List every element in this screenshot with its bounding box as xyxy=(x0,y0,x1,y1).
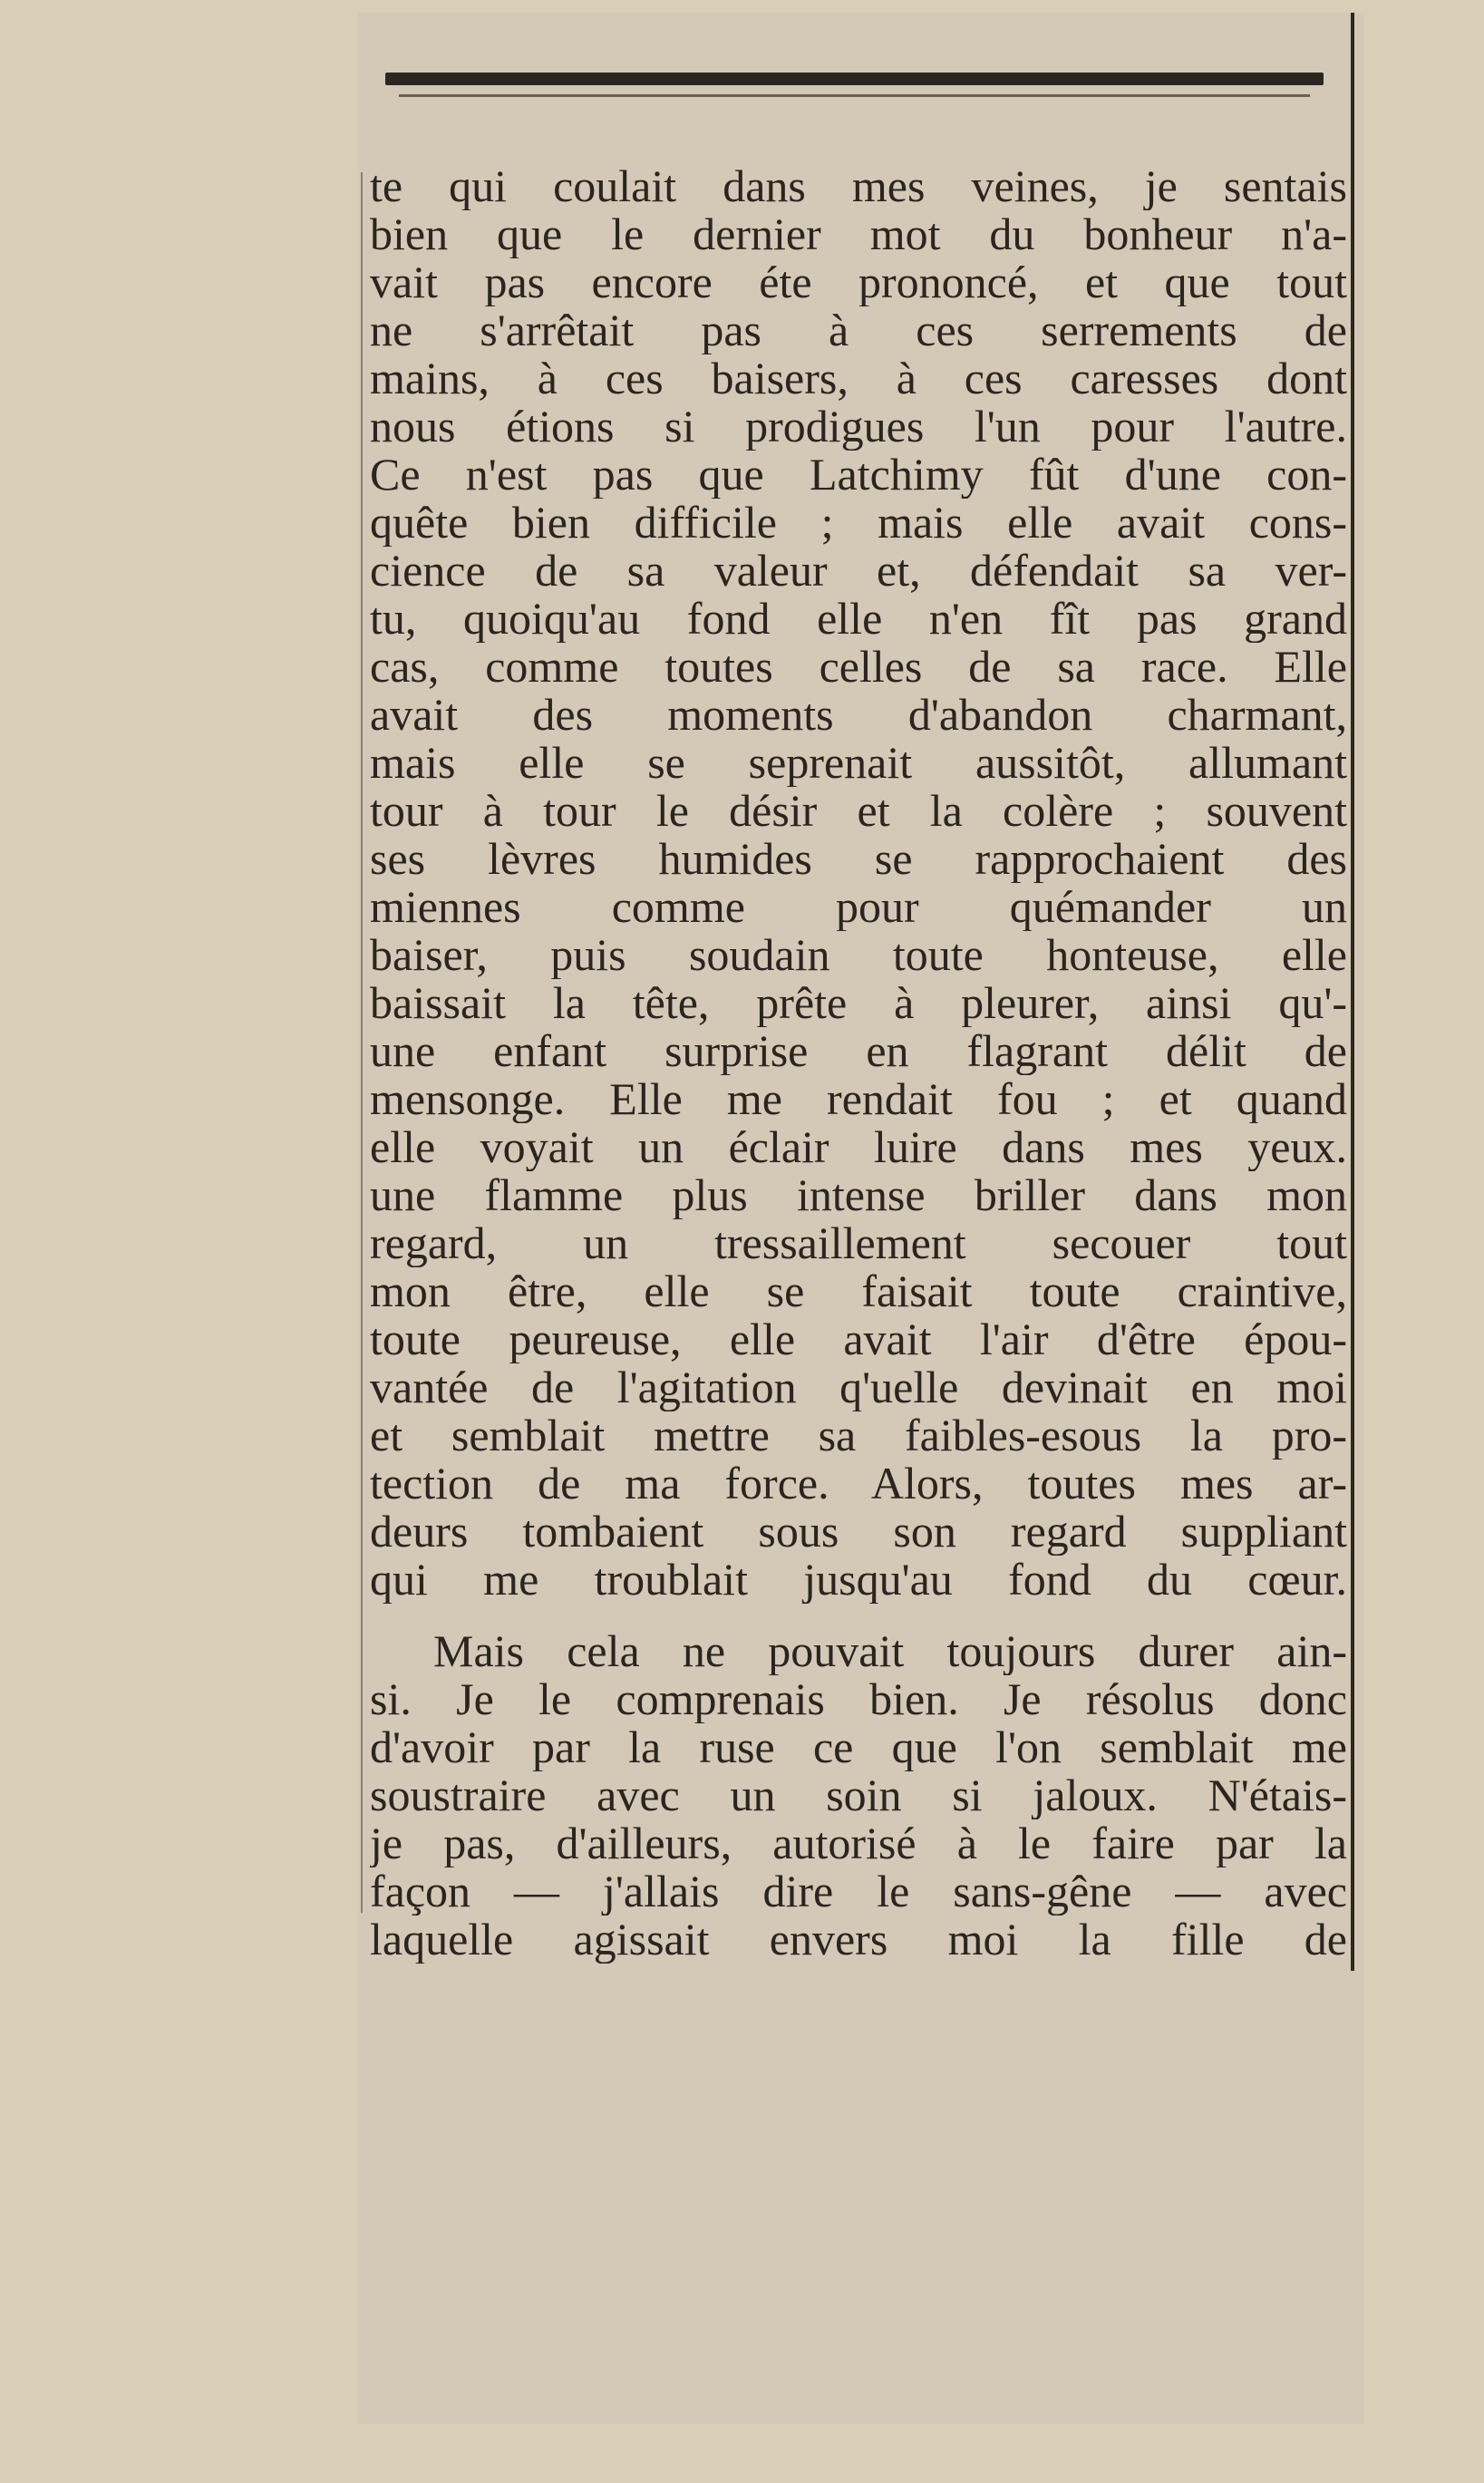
paragraph-2 xyxy=(370,1627,1347,1964)
text-line: elle voyait un éclair luire dans mes yeux. xyxy=(370,1123,1347,1171)
text-line: tu, quoiqu'au fond elle n'en fît pas grand xyxy=(370,595,1347,643)
text-line: façon — j'allais dire le sans-gêne — avec xyxy=(370,1867,1347,1916)
text-line: ne s'arrêtait pas à ces serrements de xyxy=(370,306,1347,354)
text-line: cas, comme toutes celles de sa race. Elle xyxy=(370,643,1347,691)
header-rule xyxy=(385,73,1324,85)
column-border-left xyxy=(361,172,363,1913)
text-line: soustraire avec un soin si jaloux. N'étais- xyxy=(370,1771,1347,1819)
text-line: et semblait mettre sa faibles-esous la pro- xyxy=(370,1411,1347,1460)
text-line: une enfant surprise en flagrant délit de xyxy=(370,1027,1347,1075)
text-line: une flamme plus intense briller dans mon xyxy=(370,1171,1347,1219)
text-line: quête bien difficile ; mais elle avait cons- xyxy=(370,499,1347,547)
paragraph-1 xyxy=(370,162,1347,1604)
text-line: mon être, elle se faisait toute craintive, xyxy=(370,1267,1347,1315)
text-line: vantée de l'agitation q'uelle devinait en moi xyxy=(370,1363,1347,1411)
header-rule-thin xyxy=(399,94,1310,97)
text-line: laquelle agissait envers moi la fille de xyxy=(370,1916,1347,1964)
text-line: mensonge. Elle me rendait fou ; et quand xyxy=(370,1075,1347,1123)
text-line: ses lèvres humides se rapprochaient des xyxy=(370,835,1347,883)
text-line: bien que le dernier mot du bonheur n'a- xyxy=(370,210,1347,258)
text-line: d'avoir par la ruse ce que l'on semblait me xyxy=(370,1723,1347,1771)
text-line: vait pas encore éte prononcé, et que tout xyxy=(370,258,1347,306)
column-border-right xyxy=(1351,13,1354,1971)
text-line: cience de sa valeur et, défendait sa ver- xyxy=(370,547,1347,595)
text-line: si. Je le comprenais bien. Je résolus donc xyxy=(370,1675,1347,1723)
text-line: mains, à ces baisers, à ces caresses dont xyxy=(370,354,1347,403)
text-line: Ce n'est pas que Latchimy fût d'une con- xyxy=(370,451,1347,499)
text-line: avait des moments d'abandon charmant, xyxy=(370,691,1347,739)
text-line: baissait la tête, prête à pleurer, ainsi qu'- xyxy=(370,979,1347,1027)
text-line: toute peureuse, elle avait l'air d'être épou- xyxy=(370,1315,1347,1363)
text-line: qui me troublait jusqu'au fond du cœur. xyxy=(370,1556,1347,1604)
text-line: miennes comme pour quémander un xyxy=(370,883,1347,931)
text-line: deurs tombaient sous son regard suppliant xyxy=(370,1508,1347,1556)
text-line: mais elle se seprenait aussitôt, allumant xyxy=(370,739,1347,787)
text-line: te qui coulait dans mes veines, je sentais xyxy=(370,162,1347,210)
text-line: regard, un tressaillement secouer tout xyxy=(370,1219,1347,1267)
text-line: nous étions si prodigues l'un pour l'autre. xyxy=(370,403,1347,451)
text-line: baiser, puis soudain toute honteuse, elle xyxy=(370,931,1347,979)
article-text xyxy=(370,162,1347,1964)
text-line: je pas, d'ailleurs, autorisé à le faire par la xyxy=(370,1819,1347,1867)
text-line: tour à tour le désir et la colère ; souvent xyxy=(370,787,1347,835)
text-line: Mais cela ne pouvait toujours durer ain- xyxy=(433,1627,1347,1675)
text-line: tection de ma force. Alors, toutes mes ar- xyxy=(370,1460,1347,1508)
